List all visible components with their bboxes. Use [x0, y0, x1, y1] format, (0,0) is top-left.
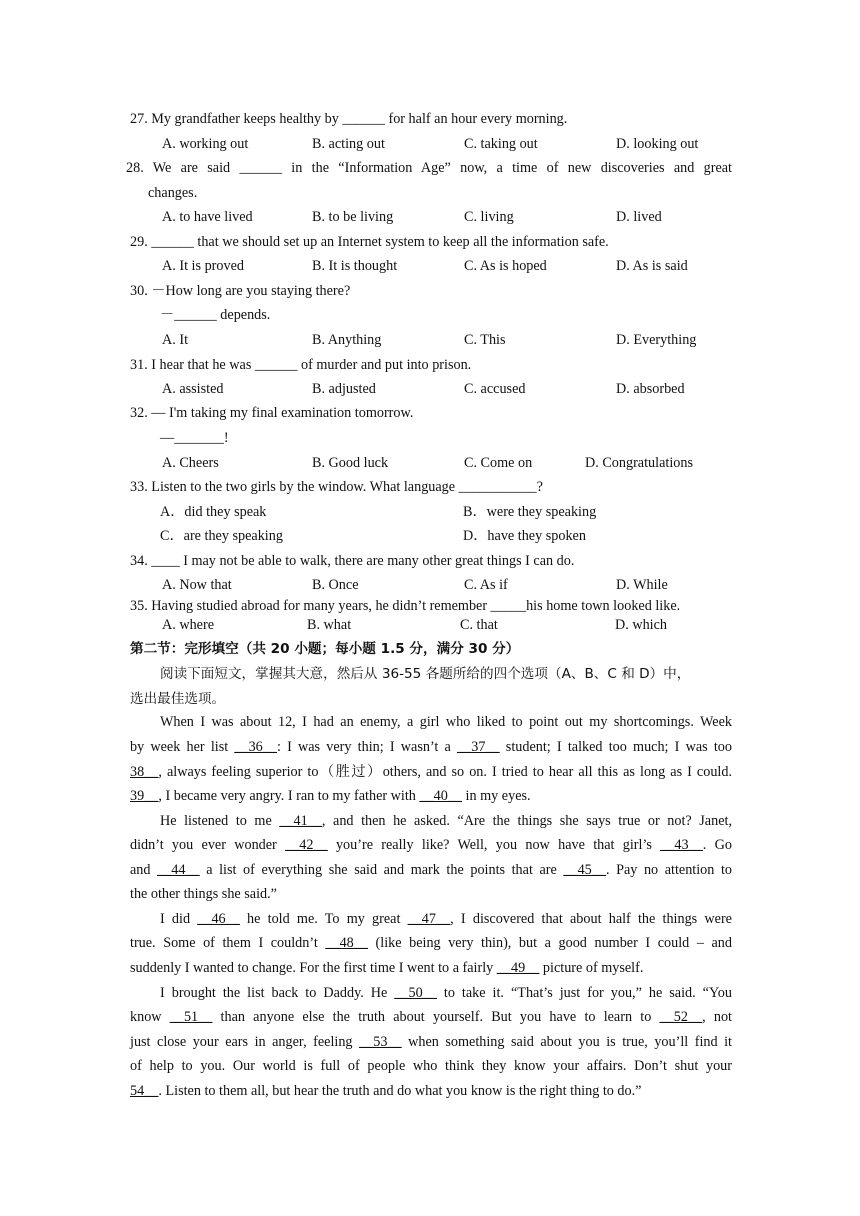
q30-option-c: C. This	[464, 332, 506, 348]
section-heading: 第二节：完形填空（共 20 小题；每小题 1.5 分，满分 30 分）	[130, 641, 520, 657]
passage-p1-line2: by week her list __36__: I was very thin; I wasn’t a __37__ student; I talked too much; I was too	[130, 739, 732, 755]
question-35-stem: 35. Having studied abroad for many years, he didn’t remember _____his home town looked like.	[130, 598, 681, 614]
q32-option-a: A. Cheers	[162, 455, 219, 471]
question-30-reply: －______ depends.	[160, 307, 271, 323]
q29-option-a: A. It is proved	[162, 258, 244, 274]
q27-option-b: B. acting out	[312, 136, 385, 152]
question-31-stem: 31. I hear that he was ______ of murder and put into prison.	[130, 357, 472, 373]
q28-option-c: C. living	[464, 209, 514, 225]
question-32-reply: —_______!	[160, 430, 229, 446]
blank-39: 39__	[130, 788, 159, 804]
passage-p3-line2: true. Some of them I couldn’t __48__ (like being very thin), but a good number I could – and	[130, 935, 732, 951]
q31-option-c: C. accused	[464, 381, 526, 397]
section-instructions: 阅读下面短文，掌握其大意，然后从 36-55 各题所给的四个选项（A、B、C 和 D）中，	[160, 666, 691, 682]
q32-option-d: D. Congratulations	[585, 455, 693, 471]
passage-p3-line1: I did __46__ he told me. To my great __47__, I discovered that about half the things were	[160, 911, 732, 927]
passage-p4-line1: I brought the list back to Daddy. He __50__ to take it. “That’s just for you,” he said. “You	[160, 985, 732, 1001]
q28-option-b: B. to be living	[312, 209, 394, 225]
question-33-stem: 33. Listen to the two girls by the window. What language ___________?	[130, 479, 543, 495]
q32-option-c: C. Come on	[464, 455, 533, 471]
passage-p2-line4: the other things she said.”	[130, 886, 277, 902]
question-30-stem: 30. －How long are you staying there?	[130, 283, 351, 299]
blank-51: __51__	[169, 1009, 213, 1025]
blank-46: __46__	[197, 911, 240, 927]
question-34-stem: 34. ____ I may not be able to walk, there are many other great things I can do.	[130, 553, 575, 569]
q32-option-b: B. Good luck	[312, 455, 389, 471]
q31-option-b: B. adjusted	[312, 381, 376, 397]
q35-option-c: C. that	[460, 617, 498, 633]
q27-option-a: A. working out	[162, 136, 249, 152]
blank-38: 38__	[130, 764, 159, 780]
q35-option-b: B. what	[307, 617, 352, 633]
q33-option-d: D．have they spoken	[463, 528, 586, 544]
q29-option-d: D. As is said	[616, 258, 688, 274]
q27-option-c: C. taking out	[464, 136, 538, 152]
passage-p3-line3: suddenly I wanted to change. For the first time I went to a fairly __49__ picture of myself.	[130, 960, 644, 976]
passage-p1-line3: 38__, always feeling superior to（胜过）others, and so on. I tried to hear all this as long as I could.	[130, 764, 732, 780]
q28-option-d: D. lived	[616, 209, 662, 225]
q34-option-b: B. Once	[312, 577, 359, 593]
q35-option-a: A. where	[162, 617, 214, 633]
blank-42: __42__	[285, 837, 328, 853]
passage-p4-line5: 54__. Listen to them all, but hear the truth and do what you know is the right thing to do.”	[130, 1083, 642, 1099]
blank-53: __53__	[359, 1034, 402, 1050]
q31-option-d: D. absorbed	[616, 381, 685, 397]
blank-45: __45__	[563, 862, 606, 878]
blank-50: __50__	[394, 985, 437, 1001]
passage-p4-line4: of help to you. Our world is full of people who think they know your affairs. Don’t shut your	[130, 1058, 732, 1074]
q29-option-b: B. It is thought	[312, 258, 398, 274]
blank-44: __44__	[157, 862, 200, 878]
blank-48: __48__	[325, 935, 368, 951]
passage-p1-line1: When I was about 12, I had an enemy, a girl who liked to point out my shortcomings. Week	[160, 714, 732, 730]
passage-p1-line4: 39__, I became very angry. I ran to my father with __40__ in my eyes.	[130, 788, 531, 804]
question-28-stem: 28. We are said ______ in the “Information Age” now, a time of new discoveries and great	[126, 160, 732, 176]
blank-43: __43__	[660, 837, 703, 853]
blank-36: __36__	[234, 739, 277, 755]
q33-option-c: C．are they speaking	[160, 528, 283, 544]
passage-p4-line2: know __51__ than anyone else the truth about yourself. But you have to learn to __52__, not	[130, 1009, 732, 1025]
blank-41: __41__	[279, 813, 322, 829]
blank-40: __40__	[419, 788, 462, 804]
blank-49: __49__	[496, 960, 540, 976]
q27-option-d: D. looking out	[616, 136, 699, 152]
q35-option-d: D. which	[615, 617, 668, 633]
q33-option-a: A．did they speak	[160, 504, 267, 520]
q34-option-d: D. While	[616, 577, 668, 593]
q31-option-a: A. assisted	[162, 381, 224, 397]
passage-p2-line2: didn’t you ever wonder __42__ you’re really like? Well, you now have that girl’s __43__. Go	[130, 837, 732, 853]
blank-54: 54__	[130, 1083, 159, 1099]
q30-option-d: D. Everything	[616, 332, 697, 348]
q34-option-a: A. Now that	[162, 577, 232, 593]
passage-p2-line1: He listened to me __41__, and then he asked. “Are the things she says true or not? Janet,	[160, 813, 732, 829]
q29-option-c: C. As is hoped	[464, 258, 547, 274]
q30-option-b: B. Anything	[312, 332, 382, 348]
blank-37: __37__	[457, 739, 500, 755]
question-28-stem-cont: changes.	[148, 185, 198, 201]
section-instructions-cont: 选出最佳选项。	[130, 691, 226, 707]
passage-p2-line3: and __44__ a list of everything she said and mark the points that are __45__. Pay no attention to	[130, 862, 732, 878]
question-27-stem: 27. My grandfather keeps healthy by ______ for half an hour every morning.	[130, 111, 568, 127]
q30-option-a: A. It	[162, 332, 189, 348]
blank-47: __47__	[407, 911, 451, 927]
question-29-stem: 29. ______ that we should set up an Internet system to keep all the information safe.	[130, 234, 609, 250]
q34-option-c: C. As if	[464, 577, 508, 593]
blank-52: __52__	[659, 1009, 703, 1025]
question-32-stem: 32. — I'm taking my final examination tomorrow.	[130, 405, 414, 421]
q28-option-a: A. to have lived	[162, 209, 253, 225]
q33-option-b: B．were they speaking	[463, 504, 597, 520]
passage-p4-line3: just close your ears in anger, feeling __53__ when something said about you is true, you’ll find it	[130, 1034, 732, 1050]
